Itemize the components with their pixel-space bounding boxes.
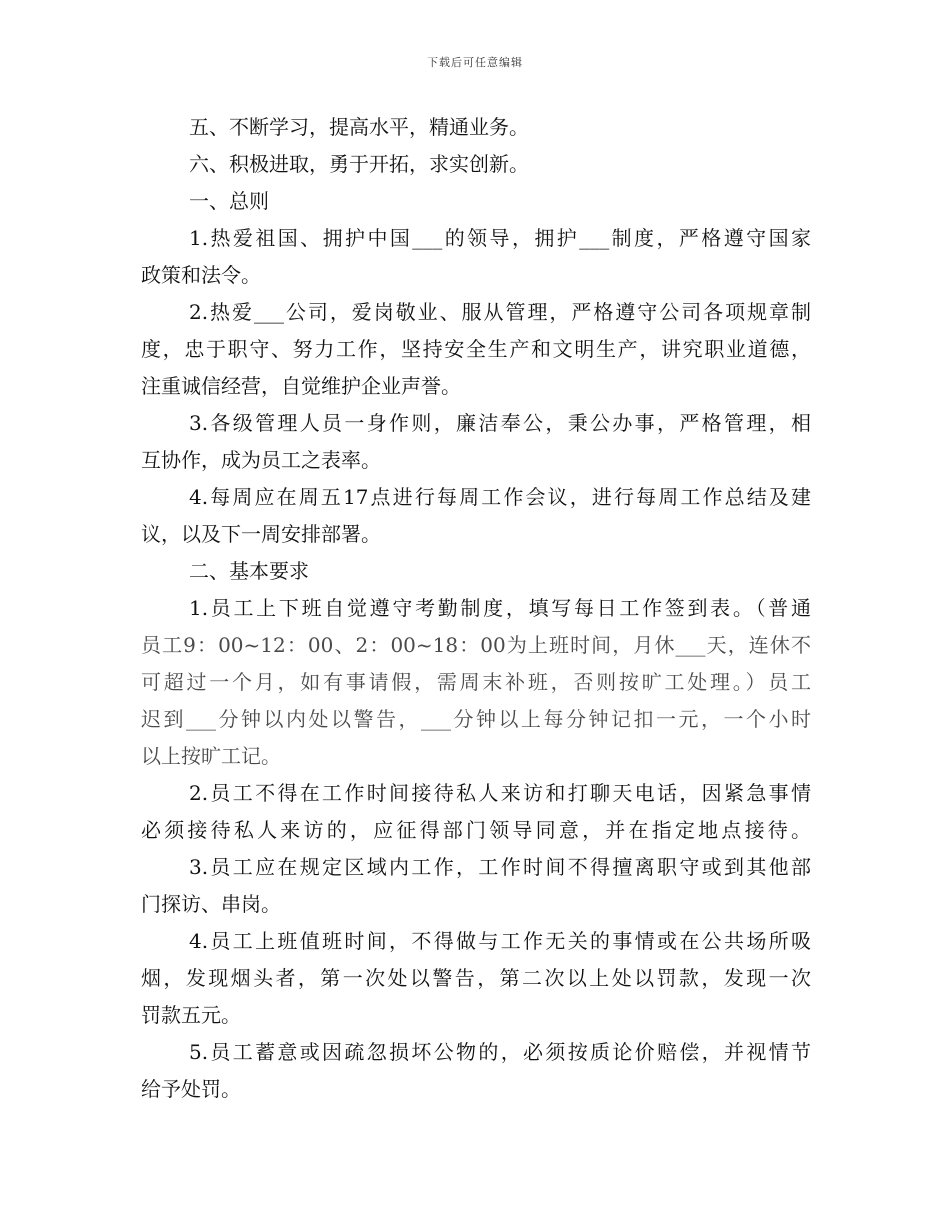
text-line: 迟到___分钟以内处以警告，___分钟以上每分钟记扣一元，一个小时 bbox=[141, 707, 811, 731]
text-line: 2.热爱___公司，爱岗敬业、服从管理，严格遵守公司各项规章制 bbox=[189, 300, 811, 324]
text-line: 3.员工应在规定区域内工作，工作时间不得擅离职守或到其他部 bbox=[189, 855, 811, 879]
text-line: 二、基本要求 bbox=[189, 559, 309, 583]
text-line: 罚款五元。 bbox=[141, 1003, 241, 1027]
text-line: 政策和法令。 bbox=[141, 263, 261, 287]
text-line: 3.各级管理人员一身作则，廉洁奉公，秉公办事，严格管理，相 bbox=[189, 411, 811, 435]
text-line: 注重诚信经营，自觉维护企业声誉。 bbox=[141, 374, 461, 398]
text-line: 度，忠于职守、努力工作，坚持安全生产和文明生产，讲究职业道德， bbox=[141, 337, 811, 361]
text-line: 以上按旷工记。 bbox=[141, 744, 281, 768]
document-body bbox=[141, 109, 811, 1108]
page-header: 下载后可任意编辑 bbox=[427, 56, 523, 69]
text-line: 4.员工上班值班时间，不得做与工作无关的事情或在公共场所吸 bbox=[189, 929, 811, 953]
text-line: 五、不断学习，提高水平，精通业务。 bbox=[189, 115, 529, 139]
text-line: 1.热爱祖国、拥护中国___的领导，拥护___制度，严格遵守国家 bbox=[189, 226, 811, 250]
text-line: 5.员工蓄意或因疏忽损坏公物的，必须按质论价赔偿，并视情节 bbox=[189, 1040, 811, 1064]
text-line: 4.每周应在周五17点进行每周工作会议，进行每周工作总结及建 bbox=[189, 485, 811, 509]
text-line: 六、积极进取，勇于开拓，求实创新。 bbox=[189, 152, 529, 176]
text-line: 1.员工上下班自觉遵守考勤制度，填写每日工作签到表。（普通 bbox=[189, 596, 811, 620]
text-line: 给予处罚。 bbox=[141, 1077, 241, 1101]
text-line: 议，以及下一周安排部署。 bbox=[141, 522, 381, 546]
text-line: 互协作，成为员工之表率。 bbox=[141, 448, 381, 472]
text-line: 可超过一个月，如有事请假，需周末补班，否则按旷工处理。）员工 bbox=[141, 670, 811, 694]
text-line: 门探访、串岗。 bbox=[141, 892, 281, 916]
text-line: 必须接待私人来访的，应征得部门领导同意，并在指定地点接待。 bbox=[141, 818, 811, 842]
text-line: 烟，发现烟头者，第一次处以警告，第二次以上处以罚款，发现一次 bbox=[141, 966, 811, 990]
text-line: 一、总则 bbox=[189, 189, 269, 213]
text-line: 员工9：00~12：00、2：00~18：00为上班时间，月休___天，连休不 bbox=[141, 633, 811, 657]
text-line: 2.员工不得在工作时间接待私人来访和打聊天电话，因紧急事情 bbox=[189, 781, 811, 805]
